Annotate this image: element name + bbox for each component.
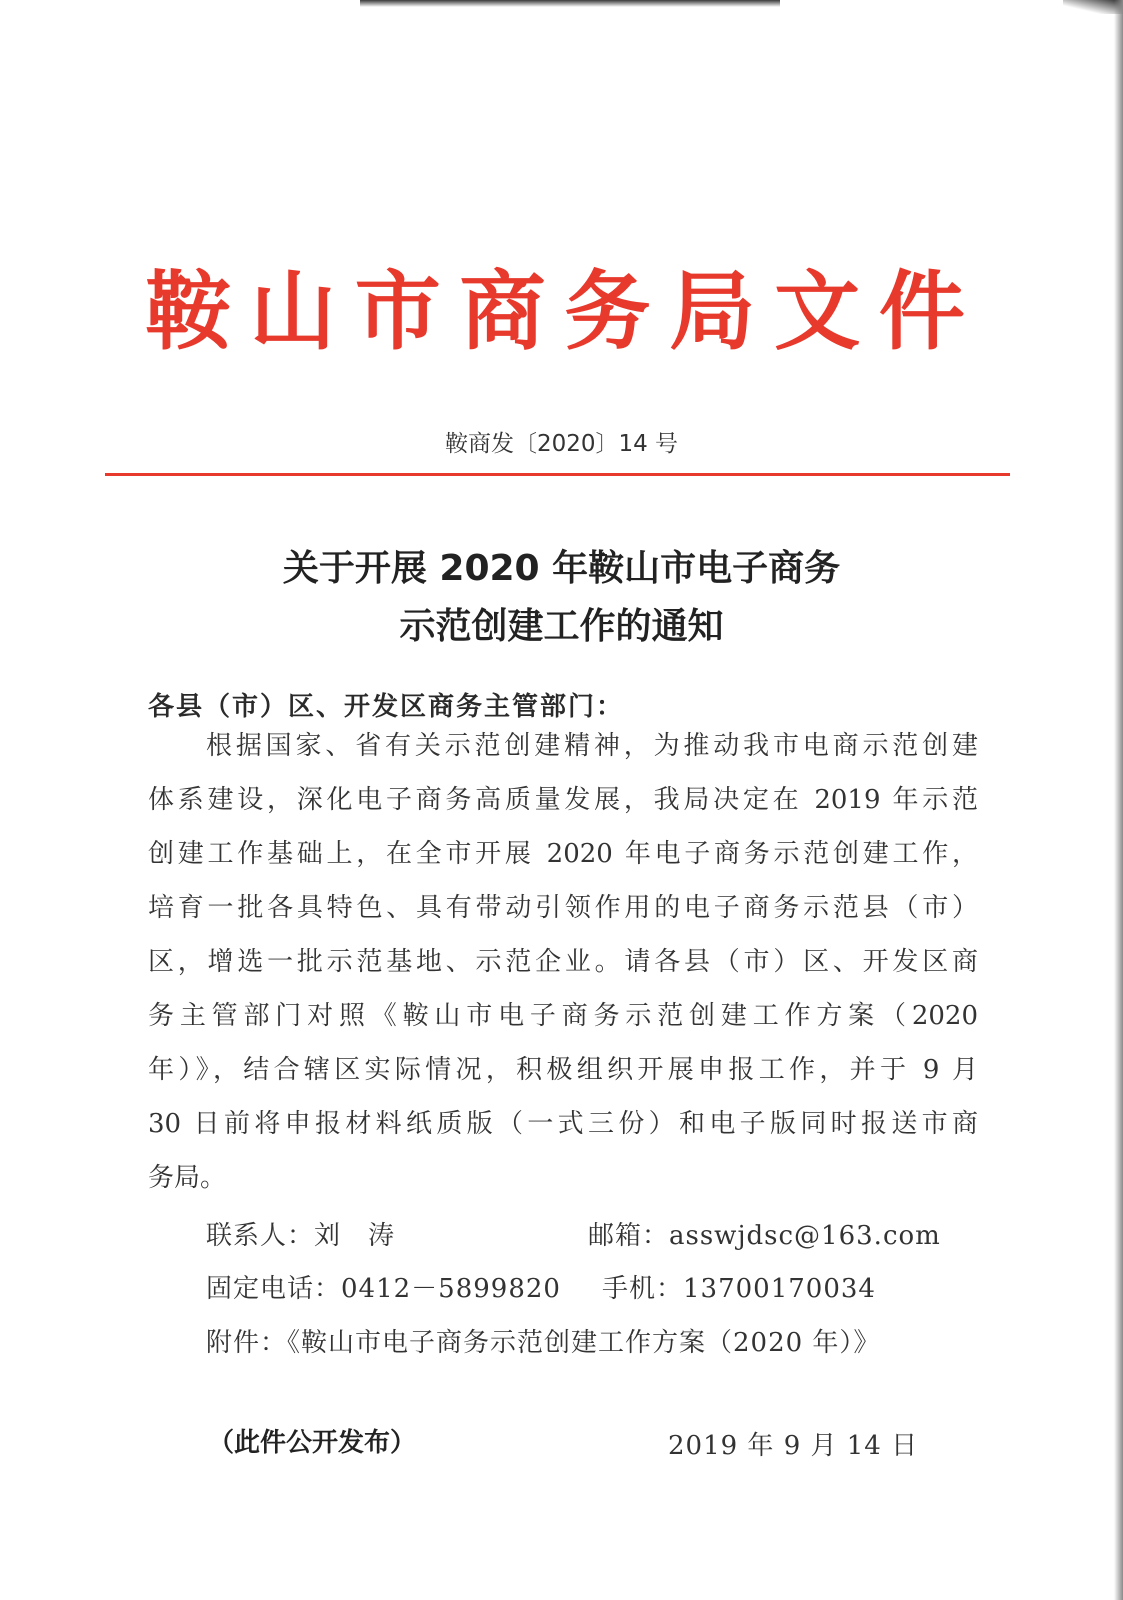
contact-mobile: 手机：13700170034 — [602, 1274, 876, 1304]
contact-person: 联系人：刘 涛 — [206, 1221, 396, 1251]
scan-shadow-right — [1114, 0, 1123, 1600]
masthead-divider — [105, 473, 1010, 476]
body-line: 务主管部门对照《鞍山市电子商务示范创建工作方案（2020 — [148, 1001, 978, 1031]
attachment-line: 附件：《鞍山市电子商务示范创建工作方案（2020 年）》 — [206, 1328, 881, 1358]
document-title — [0, 540, 1123, 656]
title-line-1: 关于开展 2020 年鞍山市电子商务 — [282, 548, 841, 589]
document-masthead — [145, 262, 965, 362]
masthead-char: 山 — [249, 261, 336, 362]
body-line: 培育一批各具特色、具有带动引领作用的电子商务示范县（市） — [148, 893, 978, 923]
masthead-char: 件 — [878, 261, 965, 362]
masthead-char: 市 — [354, 261, 441, 362]
body-line: 根据国家、省有关示范创建精神，为推动我市电商示范创建 — [206, 731, 978, 761]
body-line: 务局。 — [148, 1163, 227, 1193]
document-number: 鞍商发〔2020〕14 号 — [444, 431, 679, 457]
addressee: 各县（市）区、开发区商务主管部门： — [148, 692, 625, 722]
publicity-note: （此件公开发布） — [208, 1428, 417, 1458]
issue-date: 2019 年 9 月 14 日 — [668, 1431, 919, 1461]
contact-phone: 固定电话：0412－5899820 — [206, 1274, 561, 1304]
body-line: 年）》，结合辖区实际情况，积极组织开展申报工作，并于 9 月 — [148, 1055, 978, 1085]
masthead-char: 鞍 — [145, 261, 231, 362]
contact-email: 邮箱：asswjdsc@163.com — [588, 1221, 941, 1251]
body-line: 体系建设，深化电子商务高质量发展，我局决定在 2019 年示范 — [148, 785, 978, 815]
masthead-char: 局 — [669, 261, 756, 362]
masthead-char: 务 — [564, 261, 651, 362]
scan-shadow-top — [360, 0, 780, 7]
body-line: 30 日前将申报材料纸质版（一式三份）和电子版同时报送市商 — [148, 1109, 978, 1139]
masthead-char: 商 — [459, 261, 546, 362]
body-line: 区，增选一批示范基地、示范企业。请各县（市）区、开发区商 — [148, 947, 978, 977]
title-line-2: 示范创建工作的通知 — [399, 606, 724, 647]
masthead-char: 文 — [774, 261, 861, 362]
body-line: 创建工作基础上，在全市开展 2020 年电子商务示范创建工作， — [148, 839, 978, 869]
